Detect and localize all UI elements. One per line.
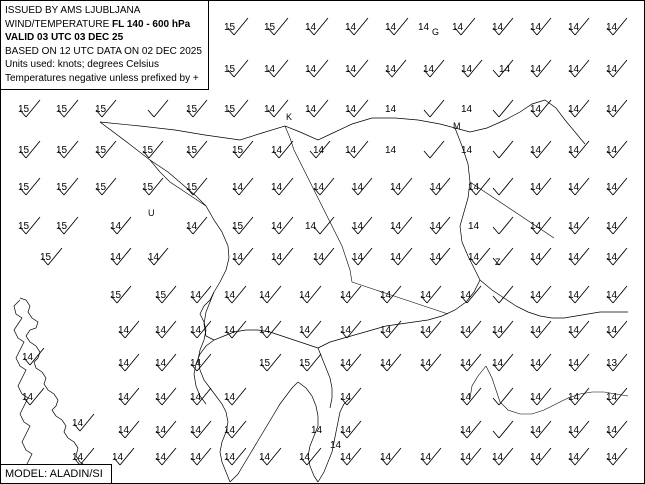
temperature-value: 14: [460, 290, 472, 301]
station-label: U: [148, 208, 155, 218]
temperature-value: 14: [224, 392, 236, 403]
temperature-value: 14: [606, 452, 618, 463]
temperature-value: 14: [423, 64, 435, 75]
temperature-value: 14: [468, 252, 480, 263]
temperature-value: 14: [340, 452, 352, 463]
temperature-value: 15: [18, 145, 30, 156]
temperature-value: 14: [264, 104, 276, 115]
temperature-value: 14: [110, 221, 122, 232]
temperature-value: 14: [380, 290, 392, 301]
temperature-value: 14: [420, 452, 432, 463]
temperature-value: 14: [190, 452, 202, 463]
temperature-value: 15: [95, 145, 107, 156]
temperature-value: 14: [148, 252, 160, 263]
temperature-value: 14: [259, 290, 271, 301]
temperature-value: 14: [305, 22, 317, 33]
temperature-value: 14: [530, 221, 542, 232]
temperature-value: 14: [390, 252, 402, 263]
temperature-value: 14: [190, 392, 202, 403]
temperature-value: 14: [340, 392, 352, 403]
temperature-value: 14: [385, 104, 397, 115]
temperature-value: 14: [345, 145, 357, 156]
temperature-value: 14: [299, 325, 311, 336]
temperature-value: 14: [224, 452, 236, 463]
temperature-value: 14: [271, 221, 283, 232]
temperature-value: 14: [568, 104, 580, 115]
temperature-value: 14: [499, 64, 511, 75]
temperature-value: 14: [330, 440, 342, 451]
temperature-value: 14: [345, 104, 357, 115]
temperature-value: 14: [340, 325, 352, 336]
rivers: [150, 126, 628, 414]
temperature-value: 14: [606, 252, 618, 263]
temperature-value: 14: [155, 452, 167, 463]
temperature-value: 15: [186, 104, 198, 115]
temperature-value: 14: [468, 182, 480, 193]
header-product: [5, 18, 202, 32]
header-base-data: BASED ON 12 UTC DATA ON 02 DEC 2025: [5, 45, 202, 57]
station-label: M: [453, 121, 461, 131]
temperature-value: 14: [461, 145, 473, 156]
temperature-value: 14: [22, 352, 34, 363]
temperature-value: 14: [385, 22, 397, 33]
temperature-value: 14: [271, 252, 283, 263]
temperature-value: 14: [380, 325, 392, 336]
temperature-value: 14: [568, 22, 580, 33]
temperature-value: 14: [468, 221, 480, 232]
temperature-value: 14: [461, 64, 473, 75]
temperature-value: 14: [530, 22, 542, 33]
temperature-value: 14: [460, 325, 472, 336]
temperature-value: 14: [259, 325, 271, 336]
temperature-value: 14: [155, 425, 167, 436]
temperature-value: 14: [190, 425, 202, 436]
temperature-value: 14: [110, 252, 122, 263]
temperature-value: 15: [155, 290, 167, 301]
temperature-value: 14: [606, 64, 618, 75]
temperature-value: 14: [568, 221, 580, 232]
model-label-box: [0, 464, 112, 484]
temperature-value: 14: [232, 252, 244, 263]
header-valid-time: VALID 03 UTC 03 DEC 25: [5, 32, 124, 43]
temperature-value: 14: [606, 325, 618, 336]
header-product-level: FL 140 - 600 hPa: [112, 18, 191, 30]
header-product-prefix: WIND/TEMPERATURE: [5, 18, 113, 30]
temperature-value: 14: [224, 290, 236, 301]
temperature-value: 15: [110, 290, 122, 301]
temperature-value: 14: [380, 358, 392, 369]
temperature-value: 14: [430, 252, 442, 263]
temperature-value: 14: [305, 64, 317, 75]
temperature-value: 14: [155, 358, 167, 369]
temperature-value: 14: [155, 325, 167, 336]
temperature-value: 14: [118, 325, 130, 336]
temperature-value: 14: [259, 452, 271, 463]
temperature-value: 14: [568, 145, 580, 156]
temperature-value: 14: [264, 64, 276, 75]
temperature-value: 14: [313, 182, 325, 193]
temperature-value: 14: [299, 452, 311, 463]
temperature-value: 14: [460, 425, 472, 436]
temperature-value: 14: [380, 452, 392, 463]
temperature-value: 14: [340, 425, 352, 436]
temperature-value: 14: [530, 252, 542, 263]
temperature-value: 14: [452, 22, 464, 33]
temperature-value: 14: [530, 182, 542, 193]
temperature-value: 14: [530, 358, 542, 369]
temperature-value: 14: [299, 290, 311, 301]
temperature-value: 15: [224, 64, 236, 75]
temperature-value: 14: [385, 145, 397, 156]
temperature-value: 14: [271, 182, 283, 193]
temperature-value: 14: [311, 425, 323, 436]
temperature-value: 14: [72, 418, 84, 429]
temperature-value: 14: [390, 182, 402, 193]
temperature-value: 14: [430, 221, 442, 232]
temperature-value: 14: [530, 392, 542, 403]
temperature-value: 15: [18, 221, 30, 232]
temperature-value: 14: [568, 290, 580, 301]
temperature-value: 14: [305, 104, 317, 115]
temperature-value: 15: [56, 145, 68, 156]
temperature-value: 14: [568, 452, 580, 463]
station-label: G: [432, 27, 440, 37]
header-units: Units used: knots; degrees Celsius: [5, 59, 159, 70]
temperature-value: 14: [305, 221, 317, 232]
header-issued-by: ISSUED BY AMS LJUBLJANA: [5, 5, 141, 16]
temperature-value: 14: [72, 452, 84, 463]
temperature-value: 15: [18, 182, 30, 193]
temperature-value: 14: [606, 425, 618, 436]
temperature-value: 15: [95, 104, 107, 115]
temperature-value: 14: [430, 182, 442, 193]
temperature-value: 14: [420, 290, 432, 301]
temperature-value: 14: [568, 252, 580, 263]
chart-header-box: [0, 0, 209, 90]
temperature-value: 14: [224, 425, 236, 436]
temperature-value: 15: [95, 182, 107, 193]
header-temp-note: Temperatures negative unless prefixed by +: [5, 72, 199, 84]
temperature-value: 15: [264, 22, 276, 33]
temperature-value: 14: [313, 252, 325, 263]
temperature-value: 14: [530, 325, 542, 336]
temperature-value: 14: [352, 182, 364, 193]
temperature-value: 14: [460, 452, 472, 463]
temperature-value: 14: [352, 252, 364, 263]
temperature-value: 14: [271, 145, 283, 156]
temperature-value: 14: [118, 392, 130, 403]
temperature-value: 14: [606, 104, 618, 115]
temperature-value: 15: [142, 145, 154, 156]
temperature-value: 14: [460, 358, 472, 369]
temperature-value: 14: [460, 392, 472, 403]
temperature-value: 14: [530, 290, 542, 301]
temperature-value: 14: [568, 64, 580, 75]
temperature-value: 14: [606, 290, 618, 301]
temperature-value: 14: [190, 325, 202, 336]
temperature-value: 14: [530, 104, 542, 115]
temperature-value: 14: [112, 452, 124, 463]
temperature-value: 14: [313, 145, 325, 156]
temperature-value: 14: [461, 104, 473, 115]
temperature-value: 14: [345, 22, 357, 33]
temperature-value: 15: [186, 182, 198, 193]
station-label: K: [286, 112, 293, 122]
temperature-value: 15: [224, 104, 236, 115]
temperature-value: 15: [224, 22, 236, 33]
temperature-value: 15: [56, 104, 68, 115]
temperature-value: 14: [568, 182, 580, 193]
temperature-value: 14: [568, 392, 580, 403]
temperature-value: 15: [232, 221, 244, 232]
temperature-value: 14: [568, 358, 580, 369]
temperature-value: 14: [606, 182, 618, 193]
temperature-value: 14: [530, 145, 542, 156]
temperature-value: 14: [385, 64, 397, 75]
temperature-value: 15: [18, 104, 30, 115]
temperature-value: 14: [420, 358, 432, 369]
temperature-value: 15: [299, 358, 311, 369]
temperature-value: 14: [340, 358, 352, 369]
temperature-value: 15: [232, 145, 244, 156]
temperature-value: 14: [606, 22, 618, 33]
model-label: MODEL: ALADIN/SI: [5, 468, 103, 480]
temperature-value: 13: [606, 358, 618, 369]
temperature-value: 15: [56, 182, 68, 193]
temperature-value: 14: [492, 452, 504, 463]
temperature-value: 14: [340, 290, 352, 301]
temperature-value: 14: [190, 290, 202, 301]
temperature-value: 14: [492, 325, 504, 336]
station-label: Z: [495, 257, 501, 267]
temperature-value: 14: [530, 64, 542, 75]
temperature-value: 14: [352, 221, 364, 232]
temperature-value: 15: [40, 252, 52, 263]
temperature-value: 15: [142, 182, 154, 193]
temperature-value: 14: [418, 22, 430, 33]
national-borders: [100, 100, 628, 404]
temperature-value: 14: [492, 22, 504, 33]
temperature-value: 14: [118, 358, 130, 369]
temperature-value: 14: [190, 358, 202, 369]
temperature-value: 14: [606, 221, 618, 232]
temperature-value: 14: [420, 325, 432, 336]
temperature-value: 14: [224, 325, 236, 336]
temperature-value: 14: [492, 358, 504, 369]
temperature-value: 14: [530, 452, 542, 463]
temperature-value: 14: [606, 145, 618, 156]
temperature-value: 15: [186, 145, 198, 156]
temperature-value: 14: [345, 64, 357, 75]
temperature-value: 14: [186, 221, 198, 232]
temperature-value: 14: [568, 425, 580, 436]
temperature-value: 14: [22, 392, 34, 403]
temperature-value: 14: [155, 392, 167, 403]
temperature-value: 14: [530, 425, 542, 436]
temperature-value: 15: [259, 358, 271, 369]
temperature-value: 14: [232, 182, 244, 193]
temperature-value: 15: [56, 221, 68, 232]
temperature-value: 14: [390, 221, 402, 232]
temperature-value: 14: [568, 325, 580, 336]
temperature-value: 14: [118, 425, 130, 436]
temperature-value: 14: [606, 392, 618, 403]
